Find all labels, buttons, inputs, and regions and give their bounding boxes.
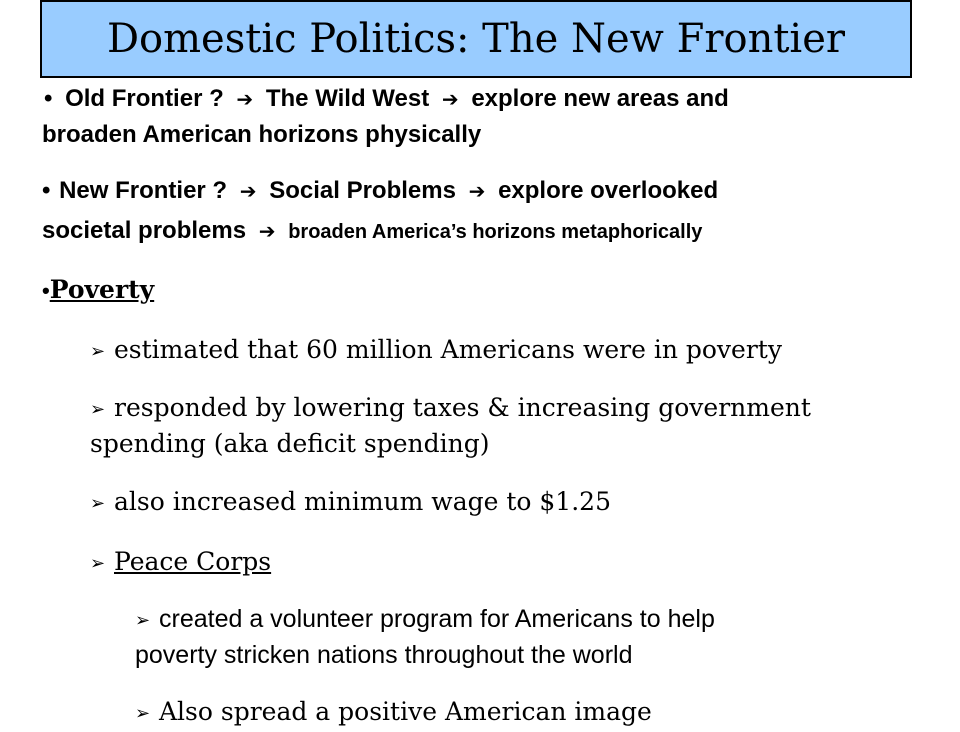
bullet-old-frontier-continuation bbox=[42, 118, 952, 152]
broaden-metaphorically-text: broaden America’s horizons metaphorically bbox=[288, 221, 703, 243]
bullet-new-frontier-continuation bbox=[42, 214, 954, 249]
peace-corps-item-2 bbox=[135, 694, 652, 732]
title-box bbox=[40, 0, 912, 78]
bullet-old-frontier bbox=[44, 82, 954, 116]
old-frontier-explore: explore new areas and bbox=[471, 85, 729, 112]
right-arrow-icon: ➔ bbox=[468, 179, 486, 203]
right-arrow-icon: ➔ bbox=[236, 87, 254, 111]
poverty-item-3 bbox=[90, 484, 950, 522]
peace-corps-heading bbox=[90, 544, 950, 582]
poverty-item-2 bbox=[90, 390, 950, 428]
wild-west-text: The Wild West bbox=[265, 85, 430, 112]
right-arrow-icon: ➔ bbox=[441, 87, 459, 111]
poverty-item-1 bbox=[90, 332, 950, 370]
poverty-item-text: spending (aka deficit spending) bbox=[90, 429, 490, 458]
poverty-item-text: also increased minimum wage to $1.25 bbox=[114, 487, 611, 516]
bullet-dot-icon: • bbox=[42, 278, 50, 303]
triangle-right-icon: ➢ bbox=[90, 493, 106, 514]
poverty-item-text: estimated that 60 million Americans were in poverty bbox=[114, 335, 782, 364]
peace-corps-item-text: poverty stricken nations throughout the world bbox=[135, 641, 633, 669]
right-arrow-icon: ➔ bbox=[258, 219, 276, 243]
triangle-right-icon: ➢ bbox=[90, 399, 106, 420]
bullet-new-frontier bbox=[42, 174, 954, 208]
societal-problems-text: societal problems bbox=[42, 217, 247, 244]
poverty-item-text: responded by lowering taxes & increasing government bbox=[114, 393, 811, 422]
triangle-right-icon: ➢ bbox=[135, 703, 151, 724]
poverty-label: Poverty bbox=[49, 275, 155, 304]
triangle-right-icon: ➢ bbox=[135, 610, 151, 631]
triangle-right-icon: ➢ bbox=[90, 553, 106, 574]
bullet-dot-icon: • bbox=[44, 85, 53, 112]
peace-corps-item-text: created a volunteer program for Americans to help bbox=[159, 605, 715, 633]
slide-title: Domestic Politics: The New Frontier bbox=[106, 16, 846, 62]
bullet-dot-icon: • bbox=[42, 177, 51, 204]
social-problems-text: Social Problems bbox=[269, 177, 456, 204]
peace-corps-item-text: Also spread a positive American image bbox=[159, 697, 652, 726]
old-frontier-continuation: broaden American horizons physically bbox=[42, 121, 482, 148]
peace-corps-item-1 bbox=[135, 602, 935, 638]
right-arrow-icon: ➔ bbox=[239, 179, 257, 203]
peace-corps-label: Peace Corps bbox=[114, 547, 272, 576]
poverty-item-2-continuation bbox=[90, 426, 950, 462]
new-frontier-explore: explore overlooked bbox=[498, 177, 719, 204]
old-frontier-label: Old Frontier ? bbox=[65, 85, 224, 112]
peace-corps-item-1-continuation bbox=[135, 638, 935, 672]
triangle-right-icon: ➢ bbox=[90, 341, 106, 362]
new-frontier-label: New Frontier ? bbox=[59, 177, 228, 204]
bullet-poverty bbox=[42, 272, 154, 309]
